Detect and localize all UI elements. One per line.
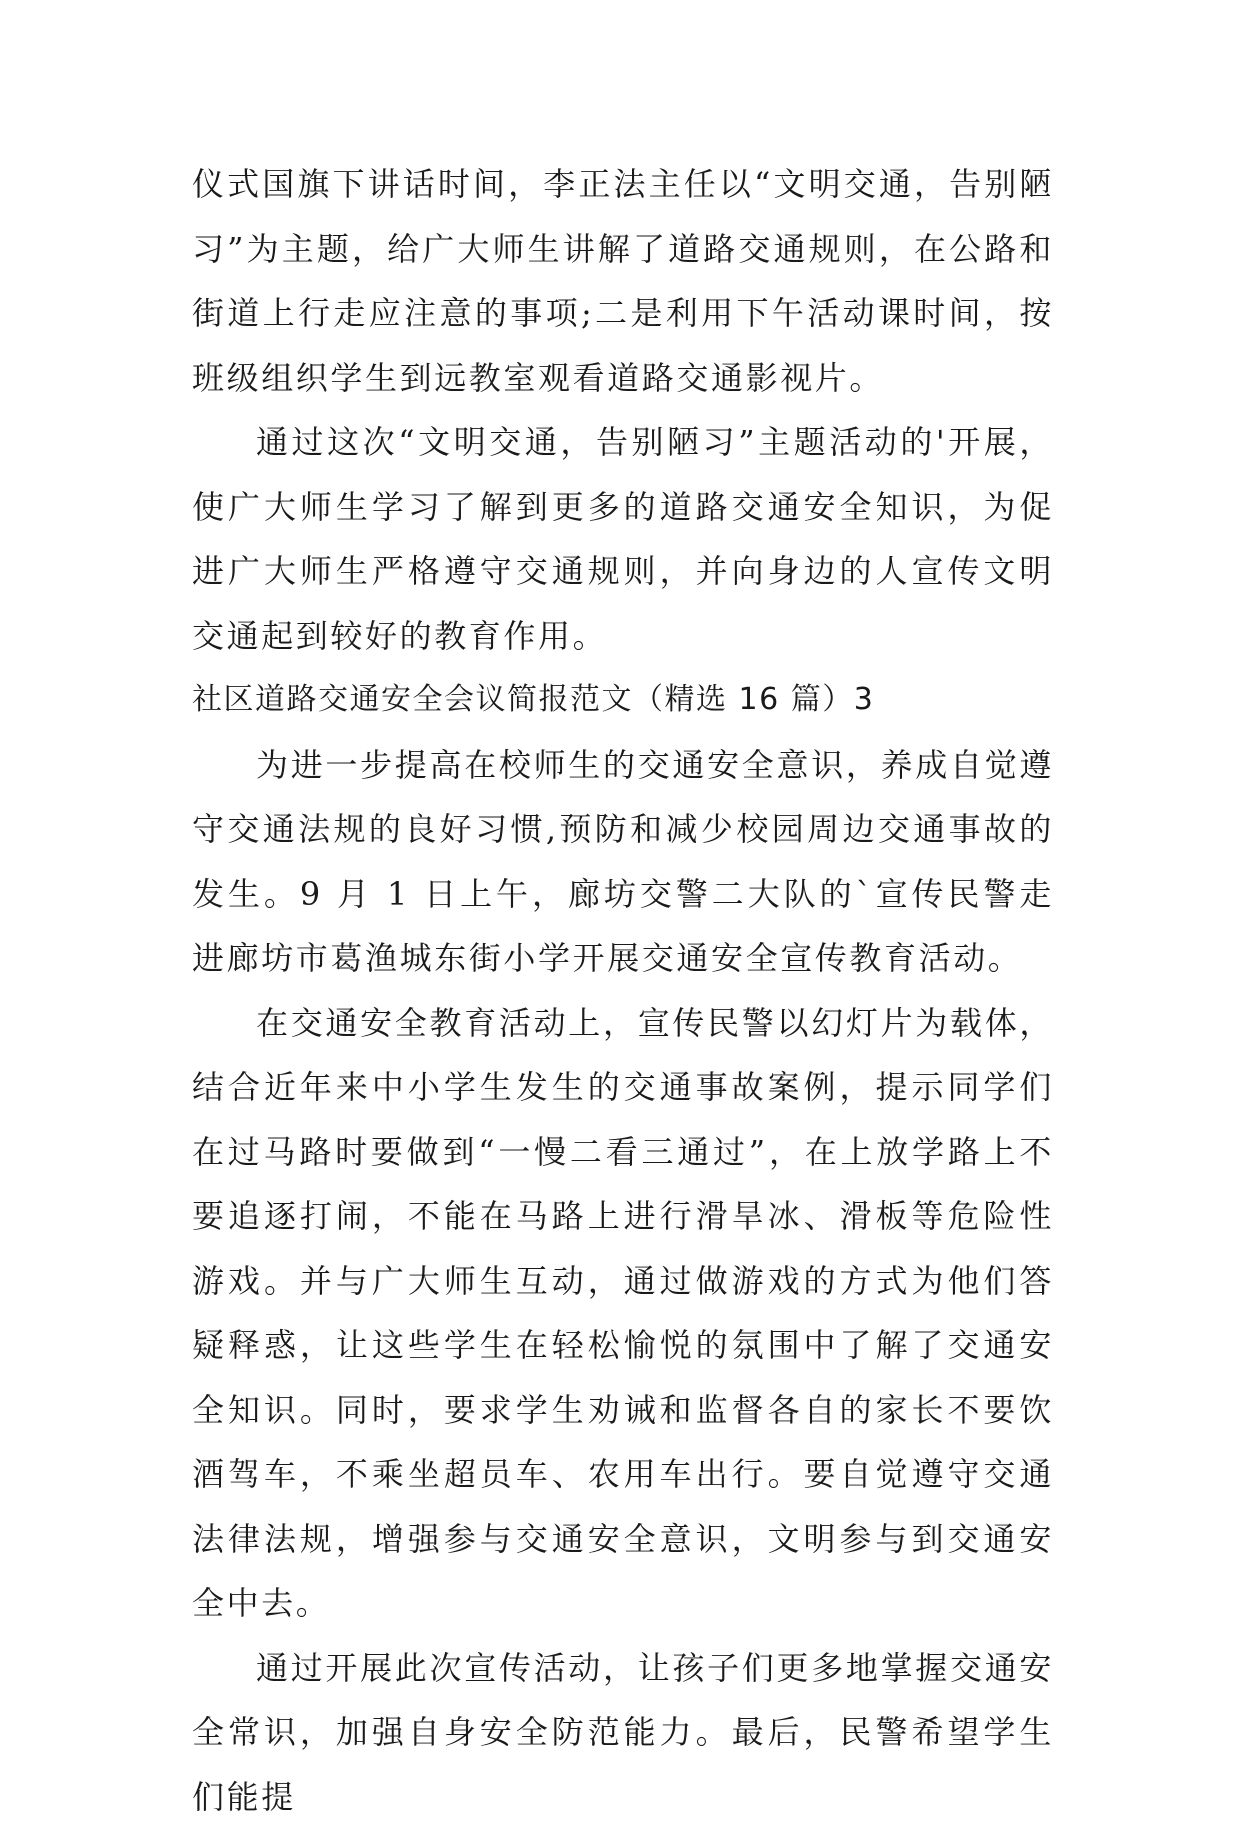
paragraph-activity-summary: 通过这次“文明交通，告别陋习”主题活动的'开展，使广大师生学习了解到更多的道路交通安全知识，为促进广大师生严格遵守交通规则，并向身边的人宣传文明交通起到较好的教育作用。: [192, 410, 1054, 668]
paragraph-education-activity: 在交通安全教育活动上，宣传民警以幻灯片为载体，结合近年来中小学生发生的交通事故案例，提示同学们在过马路时要做到“一慢二看三通过”，在上放学路上不要追逐打闹，不能在马路上进行滑旱冰、滑板等危险性游戏。并与广大师生互动，通过做游戏的方式为他们答疑释惑，让这些学生在轻松愉悦的氛围中了解了交通安全知识。同时，要求学生劝诫和监督各自的家长不要饮酒驾车，不乘坐超员车、农用车出行。要自觉遵守交通法律法规，增强参与交通安全意识，文明参与到交通安全中去。: [192, 991, 1054, 1636]
section-heading: 社区道路交通安全会议简报范文（精选 16 篇）3: [192, 668, 1054, 733]
paragraph-continued: 仪式国旗下讲话时间，李正法主任以“文明交通，告别陋习”为主题，给广大师生讲解了道路交通规则，在公路和街道上行走应注意的事项;二是利用下午活动课时间，按班级组织学生到远教室观看道路交通影视片。: [192, 152, 1054, 410]
paragraph-intro: 为进一步提高在校师生的交通安全意识，养成自觉遵守交通法规的良好习惯,预防和减少校园周边交通事故的发生。9 月 1 日上午，廊坊交警二大队的`宣传民警走进廊坊市葛渔城东街小学开展交通安全宣传教育活动。: [192, 733, 1054, 991]
document-body: [192, 152, 1054, 1829]
paragraph-conclusion: 通过开展此次宣传活动，让孩子们更多地掌握交通安全常识，加强自身安全防范能力。最后，民警希望学生们能提: [192, 1636, 1054, 1829]
